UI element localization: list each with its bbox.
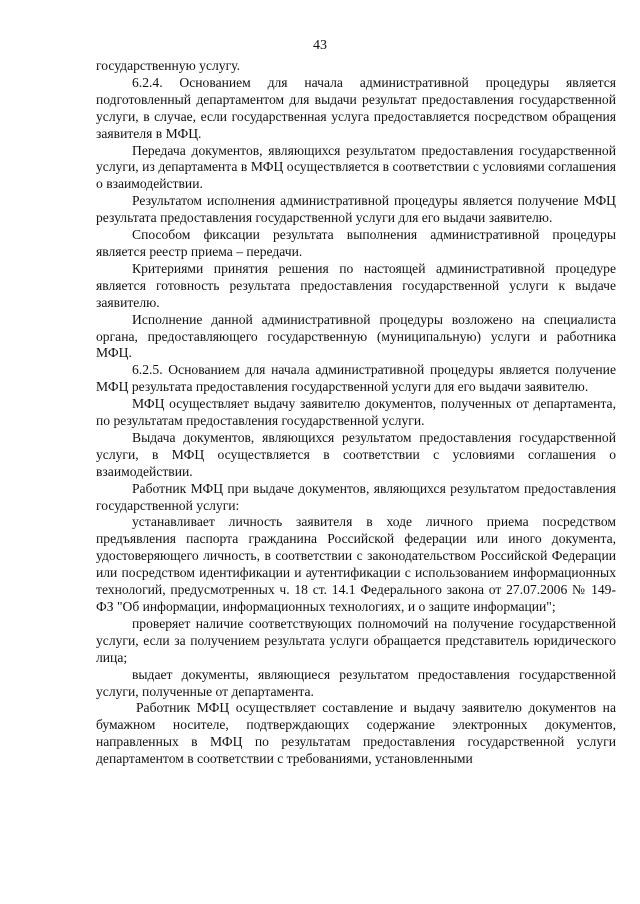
paragraph: 6.2.4. Основанием для начала административной процедуры является подготовленный департаментом для выдачи результат предоставления государственной услуги, в случае, если государственная услуга предоставляется посредством обращения заявителя в МФЦ. — [96, 74, 616, 141]
paragraph: МФЦ осуществляет выдачу заявителю документов, полученных от департамента, по результатам предоставления государственной услуги. — [96, 396, 616, 429]
paragraph: Работник МФЦ при выдаче документов, являющихся результатом предоставления государственной услуги: — [96, 480, 616, 513]
paragraph: Критериями принятия решения по настоящей административной процедуре является готовность результата предоставления государственной услуги к выдаче заявителю. — [96, 260, 616, 310]
paragraph: выдает документы, являющиеся результатом предоставления государственной услуги, полученные от департамента. — [96, 666, 616, 699]
paragraph: Работник МФЦ осуществляет составление и выдачу заявителю документов на бумажном носителе, подтверждающих содержание электронных документов, направленных в МФЦ по результатам предоставления государственной услуги департаментом в соответствии с требованиями, установленными — [96, 700, 616, 767]
paragraph: Исполнение данной административной процедуры возложено на специалиста органа, предоставляющего государственную (муниципальную) услуги и работника МФЦ. — [96, 311, 616, 361]
paragraph: Способом фиксации результата выполнения административной процедуры является реестр приема – передачи. — [96, 227, 616, 259]
paragraph: устанавливает личность заявителя в ходе личного приема посредством предъявления паспорта гражданина Российской федерации или иного документа, удостоверяющего личность, в соответствии с законодательством Российской Федерации или посредством идентификации и аутентификации с использованием информационных технологий, предусмотренных ч. 18 ст. 14.1 Федерального закона от 27.07.2006 № 149-ФЗ "Об информации, информационных технологиях, и о защите информации"; — [96, 514, 616, 614]
paragraph: Результатом исполнения административной процедуры является получение МФЦ результата предоставления государственной услуги для его выдачи заявителю. — [96, 193, 616, 226]
paragraph: проверяет наличие соответствующих полномочий на получение государственной услуги, если за получением результата услуги обращается представитель юридического лица; — [96, 615, 616, 665]
page-number: 43 — [313, 38, 327, 53]
paragraph: 6.2.5. Основанием для начала административной процедуры является получение МФЦ результата предоставления государственной услуги для его выдачи заявителю. — [96, 362, 616, 395]
document-body — [96, 58, 616, 768]
paragraph: Передача документов, являющихся результатом предоставления государственной услуги, из департамента в МФЦ осуществляется в соответствии с условиями соглашения о взаимодействии. — [96, 142, 616, 192]
paragraph: Выдача документов, являющихся результатом предоставления государственной услуги, в МФЦ осуществляется в соответствии с условиями соглашения о взаимодействии. — [96, 429, 616, 479]
paragraph: государственную услугу. — [96, 58, 240, 73]
